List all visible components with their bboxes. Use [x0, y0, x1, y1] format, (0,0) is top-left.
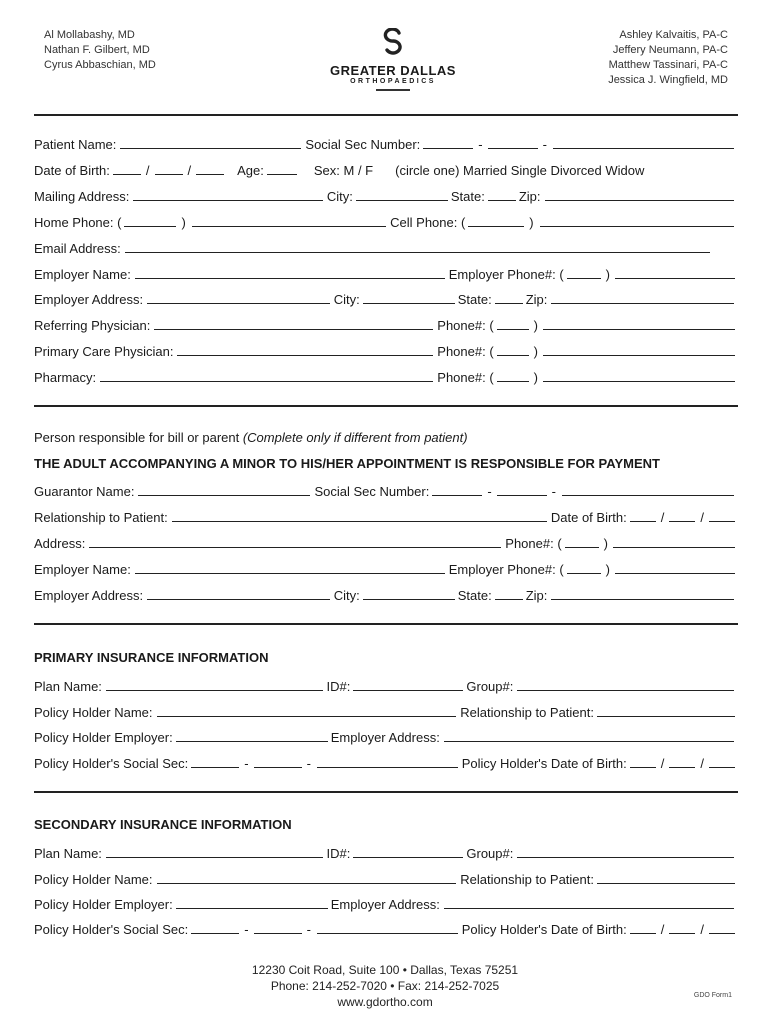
phone-field[interactable] — [543, 329, 735, 330]
city-field[interactable] — [363, 303, 455, 304]
holder-name-field[interactable] — [157, 883, 457, 884]
doctor-name: Jessica J. Wingfield, MD — [608, 74, 728, 86]
holder-employer-field[interactable] — [176, 908, 328, 909]
pharmacy-field[interactable] — [100, 381, 433, 382]
ssn-field-2[interactable] — [488, 148, 538, 149]
footer-phone: Phone: 214-252-7020 • Fax: 214-252-7025 — [270, 979, 500, 993]
doctor-name: Matthew Tassinari, PA-C — [608, 59, 728, 71]
holder-dob-label: Policy Holder's Date of Birth: — [461, 756, 627, 771]
section-divider — [34, 791, 738, 793]
guarantor-name-label: Guarantor Name: — [34, 484, 135, 499]
ssn-field-1[interactable] — [432, 495, 482, 496]
referring-row — [34, 315, 738, 333]
slash: / — [660, 922, 665, 937]
address-field[interactable] — [89, 547, 501, 548]
city-field[interactable] — [356, 200, 448, 201]
zip-label: Zip: — [525, 588, 548, 603]
ssn-field-3[interactable] — [317, 933, 458, 934]
secondary-holder-row — [34, 869, 738, 887]
doctor-name: Nathan F. Gilbert, MD — [44, 44, 150, 56]
cell-phone-label: Cell Phone: ( — [390, 215, 466, 230]
doctor-name: Ashley Kalvaitis, PA-C — [619, 29, 728, 41]
age-field[interactable] — [267, 174, 297, 175]
email-row — [34, 238, 714, 256]
state-field[interactable] — [488, 200, 516, 201]
city-field[interactable] — [363, 599, 455, 600]
dob-month-field[interactable] — [630, 933, 656, 934]
state-label: State: — [457, 292, 492, 307]
ssn-field-2[interactable] — [497, 495, 547, 496]
relationship-field[interactable] — [597, 716, 735, 717]
zip-field[interactable] — [551, 599, 734, 600]
pharmacy-label: Pharmacy: — [34, 370, 97, 385]
ssn-field-1[interactable] — [423, 148, 473, 149]
dob-day-field[interactable] — [669, 521, 695, 522]
employer-phone-field[interactable] — [615, 573, 735, 574]
employer-phone-area-field[interactable] — [567, 573, 601, 574]
paren: ) — [533, 344, 538, 359]
home-phone-field[interactable] — [192, 226, 386, 227]
referring-physician-label: Referring Physician: — [34, 318, 151, 333]
secondary-ssn-row — [34, 919, 738, 937]
guarantor-name-row — [34, 481, 738, 499]
dash: - — [244, 922, 249, 937]
logo-underline — [376, 89, 410, 91]
form-id: GDO Form1 — [693, 992, 732, 999]
minor-payment-notice: THE ADULT ACCOMPANYING A MINOR TO HIS/HER APPOINTMENT IS RESPONSIBLE FOR PAYMENT — [34, 456, 660, 471]
phone-label: Phone#: ( — [437, 318, 494, 333]
holder-employer-field[interactable] — [176, 741, 328, 742]
guarantor-intro-note: (Complete only if different from patient) — [242, 430, 468, 445]
email-field[interactable] — [125, 252, 710, 253]
ssn-label: Social Sec Number: — [314, 484, 430, 499]
primary-holder-row — [34, 702, 738, 720]
dob-day-field[interactable] — [669, 933, 695, 934]
guarantor-address-row — [34, 533, 738, 551]
age-label: Age: — [237, 163, 264, 178]
primary-insurance-title: PRIMARY INSURANCE INFORMATION — [34, 650, 269, 665]
doctor-name: Cyrus Abbaschian, MD — [44, 59, 156, 71]
primary-care-row — [34, 341, 738, 359]
referring-physician-field[interactable] — [154, 329, 433, 330]
right-doctor-list — [608, 28, 728, 88]
zip-field[interactable] — [551, 303, 734, 304]
employer-address-label: Employer Address: — [34, 292, 144, 307]
secondary-insurance-title: SECONDARY INSURANCE INFORMATION — [34, 817, 292, 832]
ssn-label: Social Sec Number: — [305, 137, 421, 152]
group-label: Group#: — [466, 679, 514, 694]
address-label: Address: — [34, 536, 86, 551]
city-label: City: — [333, 588, 360, 603]
dob-month-field[interactable] — [113, 174, 141, 175]
primary-plan-row — [34, 676, 738, 694]
state-label: State: — [450, 189, 485, 204]
employer-address-field[interactable] — [444, 741, 734, 742]
paren: ) — [529, 215, 534, 230]
cell-phone-field[interactable] — [540, 226, 734, 227]
slash: / — [700, 922, 704, 937]
secondary-employer-row — [34, 894, 738, 912]
relationship-field[interactable] — [172, 521, 547, 522]
zip-label: Zip: — [525, 292, 548, 307]
employer-address-label: Employer Address: — [34, 588, 144, 603]
dob-day-field[interactable] — [155, 174, 183, 175]
ssn-field-3[interactable] — [562, 495, 734, 496]
paren: ) — [181, 215, 186, 230]
guarantor-employer-address-row — [34, 585, 738, 603]
employer-address-row — [34, 289, 738, 307]
holder-name-label: Policy Holder Name: — [34, 705, 153, 720]
paren: ) — [605, 267, 610, 282]
employer-address-field[interactable] — [147, 599, 330, 600]
relationship-label: Relationship to Patient: — [460, 705, 594, 720]
phone-label: Phone#: ( — [437, 370, 494, 385]
phone-field[interactable] — [543, 355, 735, 356]
plan-name-label: Plan Name: — [34, 846, 102, 861]
relationship-field[interactable] — [597, 883, 735, 884]
id-field[interactable] — [353, 690, 463, 691]
phone-area-field[interactable] — [497, 329, 529, 330]
phone-area-field[interactable] — [497, 381, 529, 382]
primary-ssn-row — [34, 753, 738, 771]
plan-name-field[interactable] — [106, 857, 323, 858]
phone-area-field[interactable] — [497, 355, 529, 356]
guarantor-relationship-row — [34, 507, 738, 525]
paren: ) — [603, 536, 608, 551]
employer-phone-field[interactable] — [615, 278, 735, 279]
section-divider — [34, 623, 738, 625]
phone-field[interactable] — [543, 381, 735, 382]
phone-field[interactable] — [613, 547, 735, 548]
phone-row — [34, 212, 738, 230]
ssn-field-1[interactable] — [191, 767, 239, 768]
primary-employer-row — [34, 727, 738, 745]
footer-website: www.gdortho.com — [337, 995, 433, 1009]
id-field[interactable] — [353, 857, 463, 858]
dob-year-field[interactable] — [709, 933, 735, 934]
employer-name-field[interactable] — [135, 278, 445, 279]
zip-field[interactable] — [545, 200, 734, 201]
employer-phone-label: Employer Phone#: ( — [448, 562, 564, 577]
group-field[interactable] — [517, 857, 734, 858]
doctor-name: Jeffery Neumann, PA-C — [612, 44, 728, 56]
holder-name-label: Policy Holder Name: — [34, 872, 153, 887]
phone-label: Phone#: ( — [437, 344, 494, 359]
footer-contact — [0, 962, 770, 1010]
logo-subtitle: ORTHOPAEDICS — [350, 78, 436, 85]
dob-row — [34, 160, 738, 178]
mailing-address-label: Mailing Address: — [34, 189, 130, 204]
plan-name-label: Plan Name: — [34, 679, 102, 694]
employer-address-label: Employer Address: — [330, 730, 440, 745]
dash: - — [542, 137, 547, 152]
employer-address-label: Employer Address: — [330, 897, 440, 912]
secondary-plan-row — [34, 843, 738, 861]
holder-ssn-label: Policy Holder's Social Sec: — [34, 922, 189, 937]
guarantor-intro-text: Person responsible for bill or parent — [34, 430, 243, 445]
email-label: Email Address: — [34, 241, 121, 256]
patient-name-label: Patient Name: — [34, 137, 117, 152]
paren: ) — [533, 318, 538, 333]
guarantor-employer-row — [34, 559, 738, 577]
city-label: City: — [326, 189, 353, 204]
dash: - — [306, 756, 311, 771]
section-divider — [34, 405, 738, 407]
home-phone-area-field[interactable] — [124, 226, 176, 227]
primary-care-field[interactable] — [177, 355, 433, 356]
dash: - — [244, 756, 249, 771]
mailing-row — [34, 186, 738, 204]
marital-status-options[interactable]: (circle one) Married Single Divorced Widow — [395, 163, 645, 178]
footer-address: 12230 Coit Road, Suite 100 • Dallas, Texas 75251 — [251, 963, 519, 977]
dob-year-field[interactable] — [196, 174, 224, 175]
zip-label: Zip: — [518, 189, 541, 204]
home-phone-label: Home Phone: ( — [34, 215, 122, 230]
slash: / — [700, 756, 704, 771]
dash: - — [487, 484, 492, 499]
guarantor-intro — [34, 430, 468, 445]
employer-phone-area-field[interactable] — [567, 278, 601, 279]
doctor-name: Al Mollabashy, MD — [44, 29, 135, 41]
dob-label: Date of Birth: — [550, 510, 627, 525]
dob-label: Date of Birth: — [34, 163, 110, 178]
paren: ) — [605, 562, 610, 577]
ssn-field-3[interactable] — [553, 148, 734, 149]
state-field[interactable] — [495, 599, 523, 600]
slash: / — [145, 163, 150, 178]
logo-name: GREATER DALLAS — [330, 63, 456, 78]
practice-logo — [318, 28, 468, 91]
dash: - — [551, 484, 557, 499]
cell-phone-area-field[interactable] — [468, 226, 524, 227]
ssn-field-2[interactable] — [254, 933, 302, 934]
slash: / — [187, 163, 192, 178]
dob-day-field[interactable] — [669, 767, 695, 768]
group-field[interactable] — [517, 690, 734, 691]
id-label: ID#: — [326, 846, 351, 861]
ssn-field-3[interactable] — [317, 767, 458, 768]
pharmacy-row — [34, 367, 738, 385]
dash: - — [306, 922, 311, 937]
dob-month-field[interactable] — [630, 521, 656, 522]
mailing-address-field[interactable] — [133, 200, 322, 201]
primary-care-label: Primary Care Physician: — [34, 344, 174, 359]
dob-year-field[interactable] — [709, 521, 735, 522]
plan-name-field[interactable] — [106, 690, 323, 691]
employer-name-label: Employer Name: — [34, 267, 131, 282]
patient-name-field[interactable] — [120, 148, 301, 149]
city-label: City: — [333, 292, 360, 307]
patient-name-row — [34, 134, 738, 152]
ssn-field-1[interactable] — [191, 933, 239, 934]
left-doctor-list — [44, 28, 156, 73]
group-label: Group#: — [466, 846, 514, 861]
relationship-label: Relationship to Patient: — [34, 510, 168, 525]
ssn-field-2[interactable] — [254, 767, 302, 768]
employer-name-label: Employer Name: — [34, 562, 131, 577]
paren: ) — [533, 370, 538, 385]
employer-name-row — [34, 264, 738, 282]
id-label: ID#: — [326, 679, 351, 694]
holder-name-field[interactable] — [157, 716, 457, 717]
holder-ssn-label: Policy Holder's Social Sec: — [34, 756, 189, 771]
dob-month-field[interactable] — [630, 767, 656, 768]
slash: / — [700, 510, 704, 525]
logo-s-icon — [381, 28, 405, 56]
employer-phone-label: Employer Phone#: ( — [448, 267, 564, 282]
holder-employer-label: Policy Holder Employer: — [34, 897, 173, 912]
holder-employer-label: Policy Holder Employer: — [34, 730, 173, 745]
phone-label: Phone#: ( — [505, 536, 562, 551]
slash: / — [660, 756, 665, 771]
employer-address-field[interactable] — [444, 908, 734, 909]
state-field[interactable] — [495, 303, 523, 304]
phone-area-field[interactable] — [565, 547, 599, 548]
dash: - — [478, 137, 483, 152]
relationship-label: Relationship to Patient: — [460, 872, 594, 887]
holder-dob-label: Policy Holder's Date of Birth: — [461, 922, 627, 937]
dob-year-field[interactable] — [709, 767, 735, 768]
sex-label[interactable]: Sex: M / F — [313, 163, 374, 178]
state-label: State: — [457, 588, 492, 603]
section-divider — [34, 114, 738, 116]
employer-address-field[interactable] — [147, 303, 330, 304]
slash: / — [660, 510, 665, 525]
employer-name-field[interactable] — [135, 573, 445, 574]
guarantor-name-field[interactable] — [138, 495, 310, 496]
